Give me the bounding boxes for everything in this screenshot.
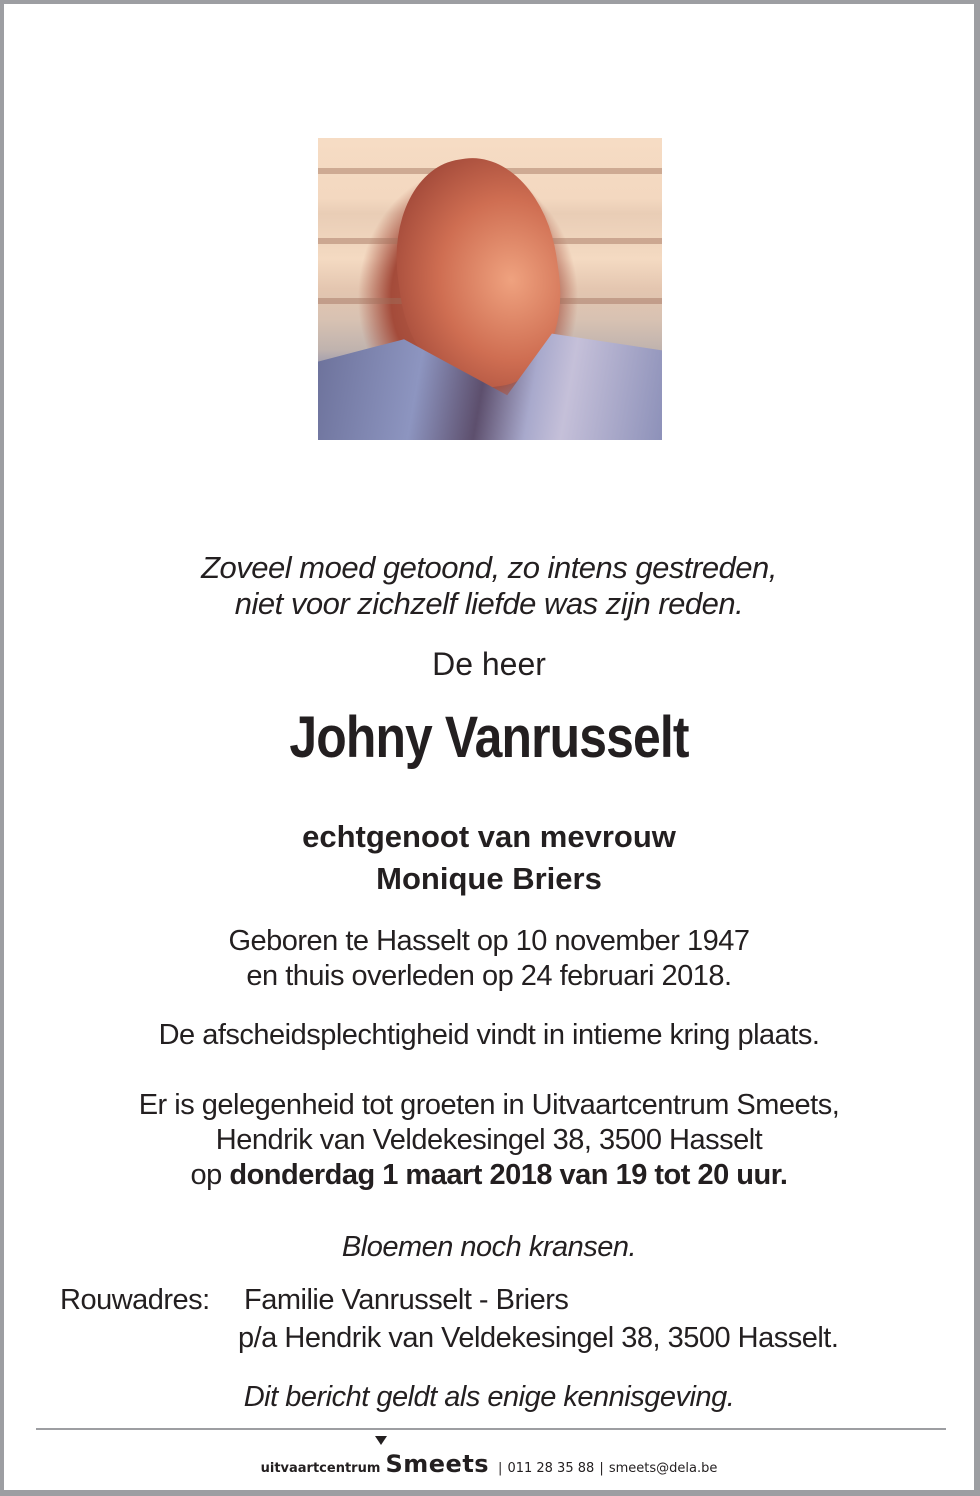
visitation-line-2: Hendrik van Veldekesingel 38, 3500 Hasselt	[215, 1124, 763, 1156]
mourning-address-label: Rouwadres:	[60, 1284, 210, 1316]
quote-line-1: Zoveel moed getoond, zo intens gestreden,	[201, 550, 777, 585]
visitation-prefix: op	[190, 1159, 222, 1191]
footer-divider	[36, 1428, 946, 1430]
visitation-datetime: donderdag 1 maart 2018 van 19 tot 20 uur.	[229, 1159, 788, 1191]
visitation-line-1: Er is gelegenheid tot groeten in Uitvaartcentrum Smeets,	[138, 1089, 840, 1121]
mourning-address-line-1: Familie Vanrusselt - Briers	[244, 1284, 569, 1316]
spouse-relation: echtgenoot van mevrouw	[302, 819, 676, 854]
quote-line-2: niet voor zichzelf liefde was zijn reden.	[234, 586, 744, 621]
footer-brand	[385, 1450, 497, 1478]
notice-text: Dit bericht geldt als enige kennisgeving.	[243, 1381, 735, 1413]
deceased-name: Johny Vanrusselt	[289, 705, 689, 770]
footer-separator: |	[497, 1461, 503, 1476]
visitation-line-3	[4, 1158, 974, 1193]
triangle-logo-icon	[375, 1436, 387, 1445]
footer-email[interactable]: smeets@dela.be	[608, 1461, 718, 1476]
footer-prefix: uitvaartcentrum	[260, 1461, 381, 1476]
death-line: en thuis overleden op 24 februari 2018.	[246, 960, 732, 992]
spouse-block	[4, 816, 974, 900]
portrait-photo	[318, 138, 662, 440]
obituary-card	[4, 4, 974, 1490]
ceremony-text: De afscheidsplechtigheid vindt in intieme kring plaats.	[158, 1019, 820, 1051]
life-dates	[4, 924, 974, 994]
birth-line: Geboren te Hasselt op 10 november 1947	[228, 925, 750, 957]
memorial-quote	[4, 550, 974, 622]
spouse-name: Monique Briers	[376, 861, 602, 896]
footer-brand-name: Smeets	[385, 1450, 490, 1478]
visitation-block	[4, 1088, 974, 1193]
footer	[4, 1450, 974, 1478]
title-prefix: De heer	[432, 646, 546, 682]
footer-phone: 011 28 35 88	[507, 1461, 595, 1476]
flowers-text: Bloemen noch kransen.	[341, 1231, 637, 1263]
mourning-address-line-2: p/a Hendrik van Veldekesingel 38, 3500 Hasselt.	[238, 1322, 839, 1354]
footer-separator: |	[599, 1461, 604, 1476]
